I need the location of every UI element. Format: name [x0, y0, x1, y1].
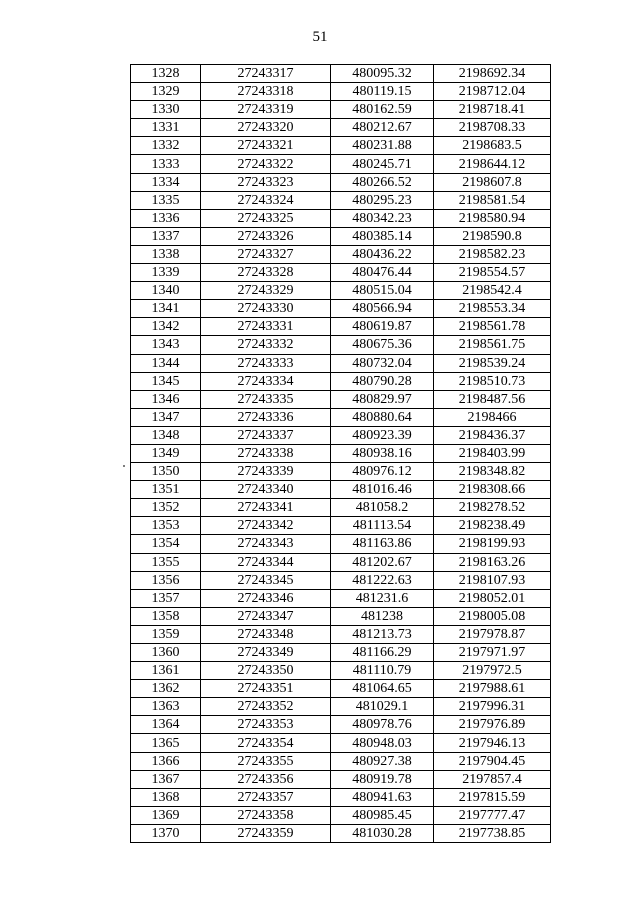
- point-id-cell: 27243321: [201, 137, 331, 155]
- table-row: [131, 770, 551, 788]
- point-number-cell: 1348: [131, 426, 201, 444]
- coordinate-x-cell: 481058.2: [331, 499, 434, 517]
- table-row: [131, 788, 551, 806]
- point-id-cell: 27243331: [201, 318, 331, 336]
- point-number-cell: 1368: [131, 788, 201, 806]
- point-number-cell: 1362: [131, 680, 201, 698]
- point-id-cell: 27243330: [201, 300, 331, 318]
- point-id-cell: 27243350: [201, 662, 331, 680]
- table-row: [131, 806, 551, 824]
- point-number-cell: 1360: [131, 644, 201, 662]
- coordinate-y-cell: 2197976.89: [434, 716, 551, 734]
- table-row: [131, 245, 551, 263]
- coordinate-x-cell: 480162.59: [331, 101, 434, 119]
- coordinate-x-cell: 480941.63: [331, 788, 434, 806]
- coordinate-y-cell: 2198052.01: [434, 589, 551, 607]
- coordinate-y-cell: 2198644.12: [434, 155, 551, 173]
- coordinate-x-cell: 480095.32: [331, 65, 434, 83]
- point-number-cell: 1354: [131, 535, 201, 553]
- point-number-cell: 1335: [131, 191, 201, 209]
- coordinate-y-cell: 2198712.04: [434, 83, 551, 101]
- coordinate-x-cell: 480231.88: [331, 137, 434, 155]
- point-number-cell: 1352: [131, 499, 201, 517]
- point-id-cell: 27243347: [201, 607, 331, 625]
- table-row: [131, 336, 551, 354]
- table-row: [131, 517, 551, 535]
- point-number-cell: 1344: [131, 354, 201, 372]
- coordinate-x-cell: 481064.65: [331, 680, 434, 698]
- point-number-cell: 1357: [131, 589, 201, 607]
- point-number-cell: 1358: [131, 607, 201, 625]
- coordinate-x-cell: 480985.45: [331, 806, 434, 824]
- coordinate-y-cell: 2197988.61: [434, 680, 551, 698]
- point-number-cell: 1328: [131, 65, 201, 83]
- coordinate-x-cell: 480295.23: [331, 191, 434, 209]
- table-row: [131, 535, 551, 553]
- table-row: [131, 264, 551, 282]
- page-number: 51: [312, 29, 328, 45]
- coordinate-y-cell: 2197777.47: [434, 806, 551, 824]
- coordinate-y-cell: 2197946.13: [434, 734, 551, 752]
- point-id-cell: 27243335: [201, 390, 331, 408]
- point-number-cell: 1363: [131, 698, 201, 716]
- coordinate-y-cell: 2198466: [434, 408, 551, 426]
- table-row: [131, 209, 551, 227]
- point-number-cell: 1346: [131, 390, 201, 408]
- coordinate-y-cell: 2198542.4: [434, 282, 551, 300]
- point-number-cell: 1353: [131, 517, 201, 535]
- coordinate-y-cell: 2198708.33: [434, 119, 551, 137]
- table-row: [131, 644, 551, 662]
- coordinate-y-cell: 2197978.87: [434, 625, 551, 643]
- coordinate-x-cell: 481202.67: [331, 553, 434, 571]
- point-number-cell: 1336: [131, 209, 201, 227]
- table-row: [131, 390, 551, 408]
- point-id-cell: 27243333: [201, 354, 331, 372]
- point-id-cell: 27243319: [201, 101, 331, 119]
- point-number-cell: 1361: [131, 662, 201, 680]
- point-number-cell: 1365: [131, 734, 201, 752]
- coordinate-x-cell: 480385.14: [331, 227, 434, 245]
- coordinate-x-cell: 480919.78: [331, 770, 434, 788]
- coordinate-y-cell: 2198510.73: [434, 372, 551, 390]
- point-id-cell: 27243343: [201, 535, 331, 553]
- table-row: [131, 227, 551, 245]
- coordinate-x-cell: 480266.52: [331, 173, 434, 191]
- table-row: [131, 65, 551, 83]
- coordinates-table-body: [131, 65, 551, 843]
- coordinate-y-cell: 2198238.49: [434, 517, 551, 535]
- table-row: [131, 173, 551, 191]
- coordinate-x-cell: 481110.79: [331, 662, 434, 680]
- coordinate-x-cell: 480675.36: [331, 336, 434, 354]
- point-id-cell: 27243359: [201, 824, 331, 842]
- coordinate-y-cell: 2198718.41: [434, 101, 551, 119]
- coordinate-x-cell: 480342.23: [331, 209, 434, 227]
- point-id-cell: 27243332: [201, 336, 331, 354]
- point-number-cell: 1364: [131, 716, 201, 734]
- point-number-cell: 1342: [131, 318, 201, 336]
- scan-speck: [123, 465, 125, 467]
- point-id-cell: 27243349: [201, 644, 331, 662]
- table-row: [131, 300, 551, 318]
- coordinate-x-cell: 480566.94: [331, 300, 434, 318]
- coordinate-y-cell: 2198403.99: [434, 444, 551, 462]
- point-id-cell: 27243323: [201, 173, 331, 191]
- point-number-cell: 1332: [131, 137, 201, 155]
- coordinate-x-cell: 480515.04: [331, 282, 434, 300]
- table-row: [131, 625, 551, 643]
- coordinate-x-cell: 481166.29: [331, 644, 434, 662]
- coordinate-x-cell: 480119.15: [331, 83, 434, 101]
- coordinate-x-cell: 480976.12: [331, 463, 434, 481]
- coordinate-x-cell: 481113.54: [331, 517, 434, 535]
- table-row: [131, 589, 551, 607]
- table-row: [131, 499, 551, 517]
- point-id-cell: 27243317: [201, 65, 331, 83]
- point-number-cell: 1334: [131, 173, 201, 191]
- coordinate-y-cell: 2198348.82: [434, 463, 551, 481]
- point-id-cell: 27243355: [201, 752, 331, 770]
- coordinate-y-cell: 2198278.52: [434, 499, 551, 517]
- table-row: [131, 119, 551, 137]
- table-row: [131, 318, 551, 336]
- point-id-cell: 27243334: [201, 372, 331, 390]
- coordinate-x-cell: 481231.6: [331, 589, 434, 607]
- point-number-cell: 1340: [131, 282, 201, 300]
- point-id-cell: 27243344: [201, 553, 331, 571]
- point-number-cell: 1356: [131, 571, 201, 589]
- point-id-cell: 27243351: [201, 680, 331, 698]
- point-id-cell: 27243346: [201, 589, 331, 607]
- point-number-cell: 1370: [131, 824, 201, 842]
- coordinate-x-cell: 480476.44: [331, 264, 434, 282]
- coordinate-y-cell: 2198539.24: [434, 354, 551, 372]
- coordinate-y-cell: 2198561.75: [434, 336, 551, 354]
- point-number-cell: 1369: [131, 806, 201, 824]
- point-id-cell: 27243326: [201, 227, 331, 245]
- point-id-cell: 27243356: [201, 770, 331, 788]
- table-row: [131, 137, 551, 155]
- coordinate-y-cell: 2197904.45: [434, 752, 551, 770]
- point-id-cell: 27243336: [201, 408, 331, 426]
- coordinates-table: [130, 64, 551, 843]
- coordinate-y-cell: 2198308.66: [434, 481, 551, 499]
- coordinate-x-cell: 480790.28: [331, 372, 434, 390]
- point-number-cell: 1333: [131, 155, 201, 173]
- coordinate-y-cell: 2198683.5: [434, 137, 551, 155]
- point-number-cell: 1329: [131, 83, 201, 101]
- point-id-cell: 27243325: [201, 209, 331, 227]
- coordinate-y-cell: 2198005.08: [434, 607, 551, 625]
- point-id-cell: 27243342: [201, 517, 331, 535]
- point-number-cell: 1366: [131, 752, 201, 770]
- table-row: [131, 824, 551, 842]
- table-row: [131, 83, 551, 101]
- point-id-cell: 27243338: [201, 444, 331, 462]
- coordinate-x-cell: 480436.22: [331, 245, 434, 263]
- coordinate-y-cell: 2198163.26: [434, 553, 551, 571]
- point-id-cell: 27243341: [201, 499, 331, 517]
- point-number-cell: 1355: [131, 553, 201, 571]
- point-number-cell: 1350: [131, 463, 201, 481]
- point-id-cell: 27243339: [201, 463, 331, 481]
- point-id-cell: 27243340: [201, 481, 331, 499]
- table-row: [131, 716, 551, 734]
- point-id-cell: 27243354: [201, 734, 331, 752]
- coordinate-x-cell: 481030.28: [331, 824, 434, 842]
- coordinate-y-cell: 2197971.97: [434, 644, 551, 662]
- table-row: [131, 698, 551, 716]
- table-row: [131, 155, 551, 173]
- coordinate-x-cell: 481238: [331, 607, 434, 625]
- coordinate-x-cell: 480927.38: [331, 752, 434, 770]
- table-row: [131, 354, 551, 372]
- coordinate-y-cell: 2198580.94: [434, 209, 551, 227]
- point-id-cell: 27243352: [201, 698, 331, 716]
- point-number-cell: 1338: [131, 245, 201, 263]
- point-id-cell: 27243358: [201, 806, 331, 824]
- table-row: [131, 101, 551, 119]
- point-number-cell: 1337: [131, 227, 201, 245]
- point-number-cell: 1347: [131, 408, 201, 426]
- table-row: [131, 282, 551, 300]
- coordinate-x-cell: 480948.03: [331, 734, 434, 752]
- coordinate-y-cell: 2198692.34: [434, 65, 551, 83]
- coordinate-x-cell: 480732.04: [331, 354, 434, 372]
- table-row: [131, 571, 551, 589]
- coordinate-x-cell: 480880.64: [331, 408, 434, 426]
- point-id-cell: 27243337: [201, 426, 331, 444]
- coordinate-y-cell: 2198561.78: [434, 318, 551, 336]
- coordinate-x-cell: 480978.76: [331, 716, 434, 734]
- table-row: [131, 191, 551, 209]
- table-row: [131, 426, 551, 444]
- coordinate-x-cell: 481163.86: [331, 535, 434, 553]
- point-id-cell: 27243320: [201, 119, 331, 137]
- coordinate-y-cell: 2198199.93: [434, 535, 551, 553]
- table-row: [131, 680, 551, 698]
- point-id-cell: 27243357: [201, 788, 331, 806]
- coordinate-y-cell: 2198590.8: [434, 227, 551, 245]
- table-row: [131, 662, 551, 680]
- coordinate-x-cell: 480923.39: [331, 426, 434, 444]
- coordinate-x-cell: 480212.67: [331, 119, 434, 137]
- table-row: [131, 463, 551, 481]
- coordinate-y-cell: 2197815.59: [434, 788, 551, 806]
- table-row: [131, 372, 551, 390]
- coordinate-y-cell: 2198487.56: [434, 390, 551, 408]
- point-number-cell: 1359: [131, 625, 201, 643]
- coordinate-y-cell: 2198436.37: [434, 426, 551, 444]
- table-row: [131, 408, 551, 426]
- table-row: [131, 734, 551, 752]
- coordinate-x-cell: 480619.87: [331, 318, 434, 336]
- point-id-cell: 27243318: [201, 83, 331, 101]
- point-number-cell: 1367: [131, 770, 201, 788]
- point-id-cell: 27243348: [201, 625, 331, 643]
- table-row: [131, 553, 551, 571]
- point-number-cell: 1341: [131, 300, 201, 318]
- coordinate-x-cell: 481222.63: [331, 571, 434, 589]
- coordinate-x-cell: 481016.46: [331, 481, 434, 499]
- table-row: [131, 481, 551, 499]
- table-row: [131, 444, 551, 462]
- point-id-cell: 27243322: [201, 155, 331, 173]
- coordinate-x-cell: 480245.71: [331, 155, 434, 173]
- point-number-cell: 1351: [131, 481, 201, 499]
- coordinate-y-cell: 2197738.85: [434, 824, 551, 842]
- point-number-cell: 1349: [131, 444, 201, 462]
- point-id-cell: 27243353: [201, 716, 331, 734]
- coordinate-x-cell: 480938.16: [331, 444, 434, 462]
- coordinate-x-cell: 481213.73: [331, 625, 434, 643]
- point-id-cell: 27243327: [201, 245, 331, 263]
- table-row: [131, 607, 551, 625]
- coordinate-y-cell: 2198607.8: [434, 173, 551, 191]
- point-id-cell: 27243328: [201, 264, 331, 282]
- coordinate-x-cell: 480829.97: [331, 390, 434, 408]
- coordinate-x-cell: 481029.1: [331, 698, 434, 716]
- point-number-cell: 1330: [131, 101, 201, 119]
- coordinate-y-cell: 2198582.23: [434, 245, 551, 263]
- point-number-cell: 1343: [131, 336, 201, 354]
- coordinate-y-cell: 2198554.57: [434, 264, 551, 282]
- table-row: [131, 752, 551, 770]
- point-id-cell: 27243329: [201, 282, 331, 300]
- coordinate-y-cell: 2197996.31: [434, 698, 551, 716]
- coordinate-y-cell: 2197857.4: [434, 770, 551, 788]
- point-number-cell: 1339: [131, 264, 201, 282]
- point-id-cell: 27243345: [201, 571, 331, 589]
- point-number-cell: 1331: [131, 119, 201, 137]
- coordinate-y-cell: 2198581.54: [434, 191, 551, 209]
- coordinate-y-cell: 2197972.5: [434, 662, 551, 680]
- coordinate-y-cell: 2198107.93: [434, 571, 551, 589]
- point-id-cell: 27243324: [201, 191, 331, 209]
- point-number-cell: 1345: [131, 372, 201, 390]
- coordinate-y-cell: 2198553.34: [434, 300, 551, 318]
